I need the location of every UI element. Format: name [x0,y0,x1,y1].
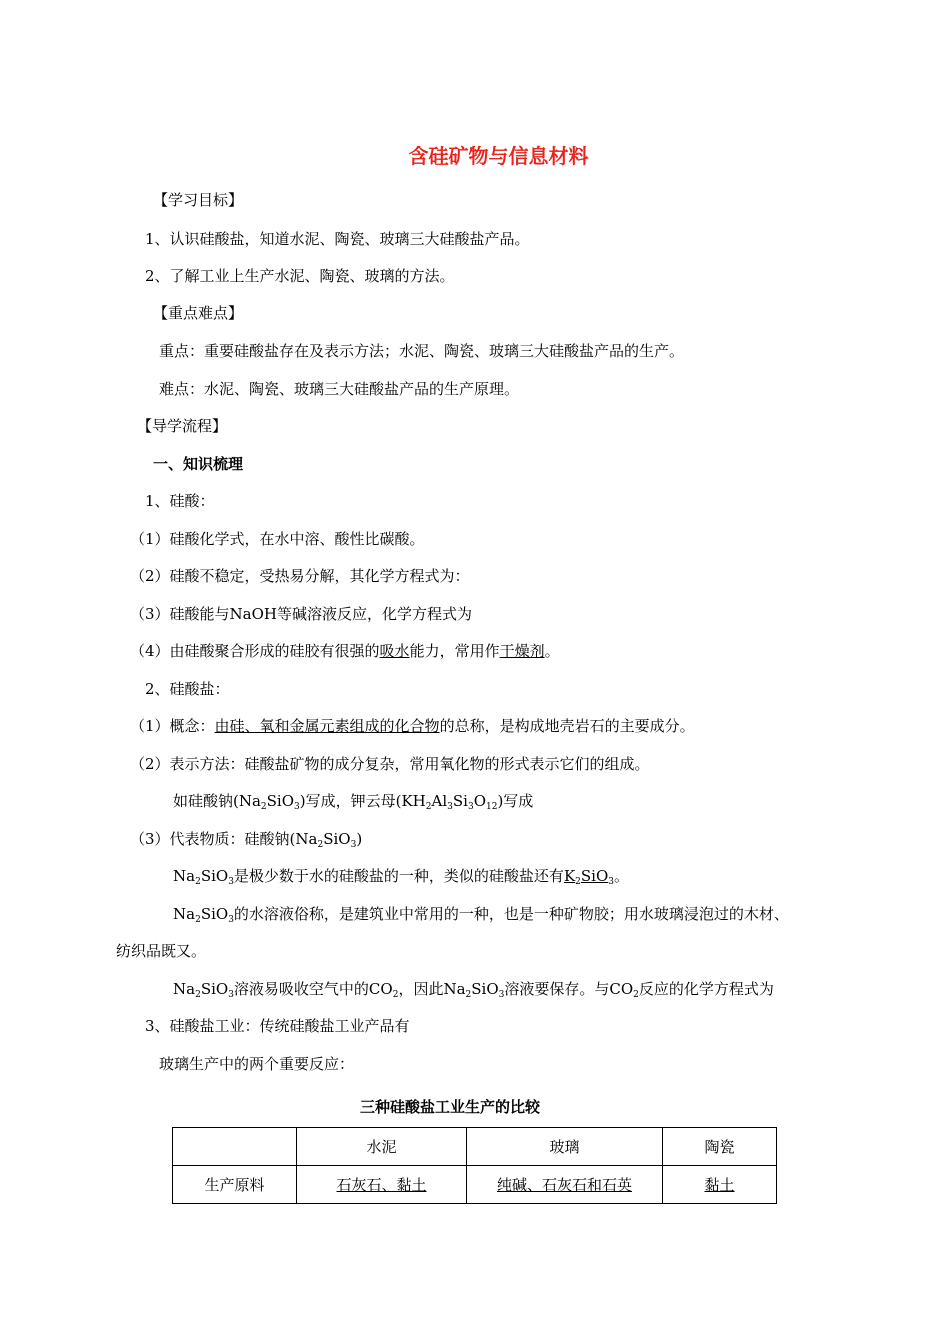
subscript: 3 [608,877,614,887]
keypoints-header: 【重点难点】 [153,304,244,322]
subscript: 2 [465,990,472,1000]
section-knowledge: 一、知识梳理 [153,455,244,473]
difficulty-text: 难点：水泥、陶瓷、玻璃三大硅酸盐产品的生产原理。 [159,380,520,398]
industry-heading: 3、硅酸盐工业：传统硅酸盐工业产品有 [145,1017,410,1035]
objective-1: 1、认识硅酸盐，知道水泥、陶瓷、玻璃三大硅酸盐产品。 [145,230,530,248]
line-text: 是极少数于水的硅酸盐的一种，类似的硅酸盐还有 [233,867,564,885]
subscript: 2 [575,877,581,887]
silicate-heading: 2、硅酸盐： [145,680,230,698]
subscript: 3 [228,915,234,925]
sodium-silicate-line-2-cont: 纺织品既又。 [116,942,207,960]
example-text: Al [431,792,448,810]
line-text: 溶液要保存。与CO [504,980,634,998]
item-4-period: 。 [544,642,560,660]
silicic-acid-item-3: （3）硅酸能与NaOH等碱溶液反应，化学方程式为 [130,605,472,623]
line-text: 溶液易吸收空气中的CO [233,980,393,998]
glass-reactions: 玻璃生产中的两个重要反应： [159,1055,355,1073]
rep-text: SiO [323,830,351,848]
item-4-text-mid: 能力，常用作 [409,642,500,660]
sodium-silicate-line-1 [173,866,629,886]
representative-substance [130,829,362,849]
table-header-glass: 玻璃 [467,1128,663,1166]
subscript: 3 [350,840,357,850]
subscript: 2 [633,990,639,1000]
flow-header: 【导学流程】 [137,417,228,435]
silicate-example [173,791,533,811]
period: 。 [614,867,630,885]
sodium-silicate-line-3 [173,979,774,999]
subscript: 2 [195,877,201,887]
line-text: 的水溶液俗称，是建筑业中常用的一种，也是一种矿物胶；用水玻璃浸泡过的木材、 [233,905,789,923]
example-text: )写成，钾云母(KH [299,792,426,810]
rep-text: ) [356,830,363,848]
subscript: 12 [486,802,498,812]
table-cell-cement [297,1166,467,1204]
formula-text: Na [173,867,196,885]
subscript: 2 [260,802,267,812]
sodium-silicate-line-2 [173,904,789,924]
table-header-row [173,1128,777,1166]
formula-text: SiO [200,980,229,998]
table-cell-glass [467,1166,663,1204]
answer-desiccant: 干燥剂 [499,642,545,660]
subscript: 3 [467,802,474,812]
subscript: 2 [195,990,201,1000]
example-text: O [473,792,486,810]
silicic-acid-item-1: （1）硅酸化学式，在水中溶、酸性比碳酸。 [130,530,425,548]
subscript: 3 [447,802,453,812]
answer-water-absorption: 吸水 [379,642,410,660]
example-text: )写成 [497,792,534,810]
objective-2: 2、了解工业上生产水泥、陶瓷、玻璃的方法。 [145,267,455,285]
table-header-ceramics: 陶瓷 [663,1128,777,1166]
subscript: 3 [498,990,505,1000]
example-text: SiO [266,792,295,810]
table-row-label: 生产原料 [173,1166,297,1204]
silicate-representation: （2）表示方法：硅酸盐矿物的成分复杂，常用氧化物的形式表示它们的组成。 [130,755,650,773]
cell-text: 石灰石、黏土 [336,1176,427,1194]
answer-k2sio3 [564,867,614,885]
page-title: 含硅矿物与信息材料 [408,144,589,168]
formula-text: Na [173,980,196,998]
example-text: 如硅酸钠(Na [173,792,261,810]
formula-text: SiO [200,905,229,923]
subscript: 2 [425,802,432,812]
subscript: 2 [317,840,324,850]
silicic-acid-heading: 1、硅酸： [145,492,215,510]
formula-text: SiO [200,867,229,885]
silicic-acid-item-4 [130,641,560,661]
rep-text: （3）代表物质：硅酸钠(Na [130,830,318,848]
subscript: 2 [392,990,399,1000]
formula-text: SiO [580,867,609,885]
formula-text: SiO [471,980,499,998]
formula-text: Na [173,905,196,923]
cell-text: 纯碱、石灰石和石英 [496,1176,632,1194]
table-header-empty [173,1128,297,1166]
concept-text: 的总称，是构成地壳岩石的主要成分。 [439,717,695,735]
comparison-table [172,1127,777,1204]
silicic-acid-item-2: （2）硅酸不稳定，受热易分解，其化学方程式为： [130,567,470,585]
objectives-header: 【学习目标】 [153,191,244,209]
example-text: Si [452,792,468,810]
answer-concept: 由硅、氧和金属元素组成的化合物 [214,717,440,735]
table-row [173,1166,777,1204]
item-4-text: （4）由硅酸聚合形成的硅胶有很强的 [130,642,380,660]
subscript: 2 [195,915,201,925]
silicate-concept [130,716,695,736]
cell-text: 黏土 [704,1176,735,1194]
subscript: 3 [294,802,300,812]
table-cell-ceramics [663,1166,777,1204]
concept-label: （1）概念： [130,717,215,735]
line-text: 反应的化学方程式为 [638,980,774,998]
subscript: 3 [228,877,234,887]
formula-text: K [563,867,576,885]
table-caption: 三种硅酸盐工业生产的比较 [359,1098,540,1116]
line-text: ，因此Na [398,980,466,998]
keypoint-text: 重点：重要硅酸盐存在及表示方法；水泥、陶瓷、玻璃三大硅酸盐产品的生产。 [159,342,685,360]
table-header-cement: 水泥 [297,1128,467,1166]
subscript: 3 [228,990,234,1000]
